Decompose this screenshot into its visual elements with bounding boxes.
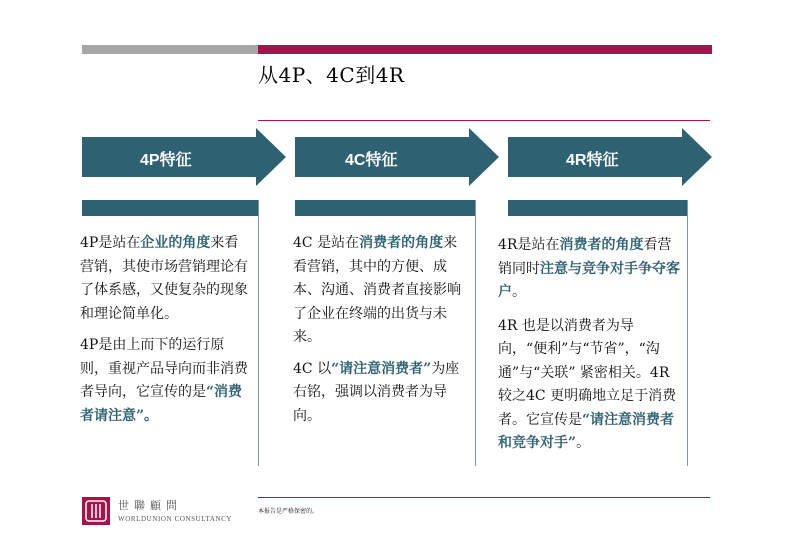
paragraph (498, 234, 682, 305)
body-text: 。 (512, 284, 526, 300)
highlight-text: 消费者的角度 (559, 237, 644, 253)
highlight-text: “请注意消费者” (331, 360, 432, 377)
column-4c-text (293, 232, 465, 428)
footer-divider (258, 497, 710, 498)
body-text: 为座右铭，强调以消费者为导向。 (293, 360, 460, 424)
worldunion-logo-icon (82, 497, 110, 525)
highlight-text: “请注意消费者和竞争对手” (498, 411, 675, 451)
body-text: 4P是站在 (80, 235, 141, 251)
page-title: 从4P、4C到4R (258, 63, 405, 87)
confidential-footnote: 本报告是严格保密的。 (258, 508, 319, 515)
logo-chinese-name: 世聯顧問 (118, 499, 182, 512)
body-text: 4C 以 (293, 360, 332, 377)
highlight-text: 注意与竞争对手争夺客户 (498, 260, 680, 300)
arrow-4p-label: 4P特征 (140, 152, 192, 169)
column-4p-text (80, 232, 252, 428)
body-text: 4C 是站在 (293, 235, 360, 251)
paragraph (293, 358, 465, 429)
arrow-4r-label: 4R特征 (566, 152, 619, 169)
arrow-4c (295, 128, 499, 186)
body-text: 4R是站在 (498, 237, 560, 253)
body-text: 来看营销，其使市场营销理论有了体系感，又使复杂的现象和理论简单化。 (80, 235, 248, 322)
arrow-4c-label: 4C特征 (345, 152, 398, 169)
column-header-4p (82, 200, 258, 216)
body-text: 来看营销，其中的方便、成本、沟通、消费者直接影响了企业在终端的出货与未来。 (293, 235, 461, 345)
header-bar-red (258, 45, 712, 54)
arrow-4r (508, 128, 712, 186)
header-bar-gray (82, 45, 258, 54)
paragraph (80, 334, 252, 428)
body-text: 4R 也是以消费者为导向，“便利”与“节省”，“沟通”与“关联” 紧密相关。4R较之4C 更明确地立足于消费者。它宣传是 (498, 317, 677, 428)
column-divider (687, 200, 688, 466)
arrow-4p (82, 128, 286, 186)
column-divider (258, 200, 259, 466)
body-text: 。 (576, 435, 591, 451)
column-header-4c (295, 200, 475, 216)
body-text: 看营销同时 (498, 237, 672, 277)
logo-mark (82, 497, 110, 525)
paragraph (80, 232, 252, 326)
body-text: 4P是由上而下的运行原则，重视产品导向而非消费者导向，它宣传的是 (80, 337, 248, 400)
highlight-text: 消费者的角度 (359, 235, 444, 251)
title-divider (258, 120, 710, 121)
paragraph (293, 232, 465, 350)
logo-english-name: WORLDUNION CONSULTANCY (118, 515, 233, 523)
highlight-text: 企业的角度 (140, 235, 211, 251)
paragraph (498, 315, 682, 456)
highlight-text: “消费者请注意”。 (80, 384, 243, 424)
column-4r-text (498, 234, 682, 456)
column-divider (475, 200, 476, 466)
column-header-4r (508, 200, 687, 216)
